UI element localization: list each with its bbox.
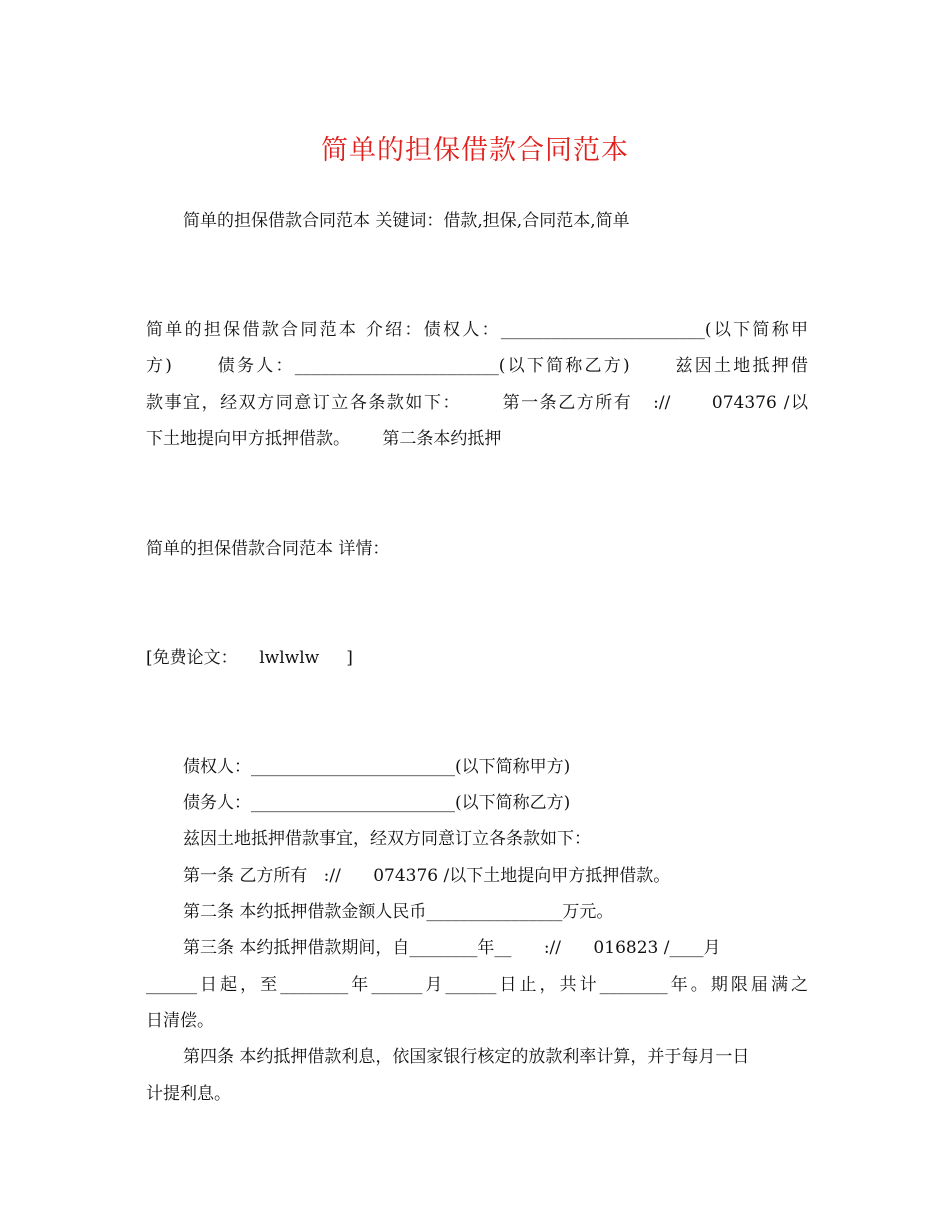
creditor-line: 债权人：________________________(以下简称甲方) (183, 757, 571, 777)
article-1: 第一条 乙方所有 :// 074376 /以下土地提向甲方抵押借款。 (183, 866, 671, 886)
intro-line-2: 方) 债务人：________________________(以下简称乙方) 兹因土地抵押借 (146, 356, 808, 376)
intro-line-1: 简单的担保借款合同范本 介绍：债权人：________________________(以下简称甲 (146, 320, 808, 340)
keywords-line: 简单的担保借款合同范本 关键词：借款,担保,合同范本,简单 (183, 211, 630, 231)
article-2: 第二条 本约抵押借款金额人民币________________万元。 (183, 902, 614, 922)
article-3-line-3: 日清偿。 (146, 1011, 214, 1031)
article-4-line-2: 计提利息。 (146, 1084, 231, 1104)
article-3-line-2: ______日起，至________年______月______日止，共计________年。期限届满之 (146, 975, 808, 995)
debtor-line: 债务人：________________________(以下简称乙方) (183, 793, 571, 813)
article-3-line-1: 第三条 本约抵押借款期间，自________年__ :// 016823 /____月 (183, 938, 721, 958)
free-paper-note: [免费论文： lwlwlw ] (146, 648, 353, 668)
intro-line-4: 下土地提向甲方抵押借款。 第二条本约抵押 (146, 429, 502, 449)
document-title: 简单的担保借款合同范本 (321, 135, 629, 166)
details-label: 简单的担保借款合同范本 详情： (146, 539, 390, 559)
article-4-line-1: 第四条 本约抵押借款利息，依国家银行核定的放款利率计算，并于每月一日 (183, 1047, 750, 1067)
preamble-line: 兹因土地抵押借款事宜，经双方同意订立各条款如下： (183, 829, 591, 849)
intro-line-3: 款事宜，经双方同意订立各条款如下： 第一条乙方所有 :// 074376 /以 (146, 393, 808, 413)
